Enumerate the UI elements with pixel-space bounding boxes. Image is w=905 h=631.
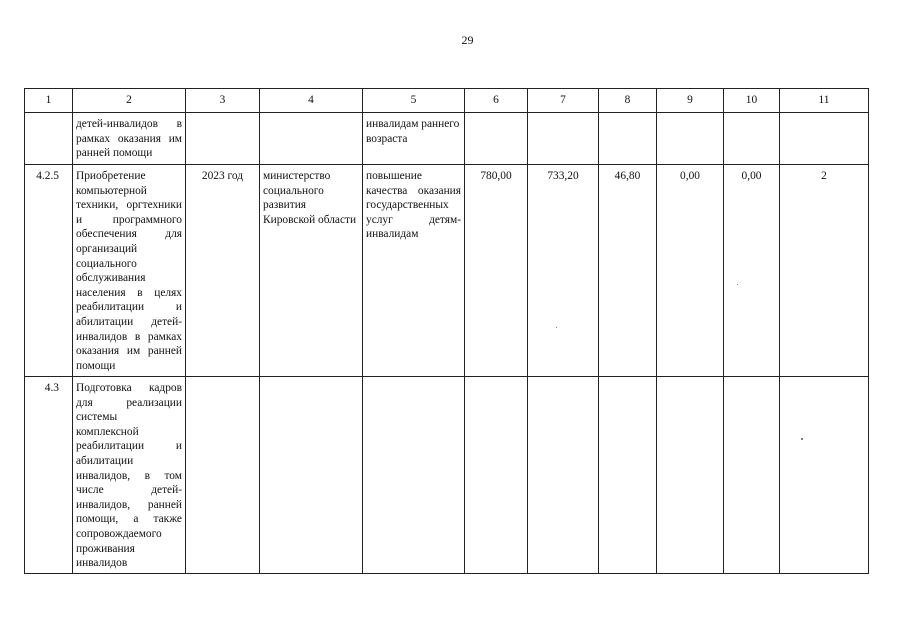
scan-speck [556, 327, 557, 328]
value-cell-10: 0,00 [724, 165, 780, 377]
table-row-continuation [25, 113, 869, 165]
value-cell-6: 780,00 [465, 165, 528, 377]
value-cell-9 [657, 113, 724, 165]
value-cell-6 [465, 113, 528, 165]
row-number-cell [25, 113, 73, 165]
table-row-4-3 [25, 377, 869, 574]
header-cell-9: 9 [657, 89, 724, 113]
event-name-cell: детей-инвалидов в рамках оказания им ранней помощи [73, 113, 186, 165]
value-cell-11 [780, 377, 869, 574]
row-number-cell: 4.3 [25, 377, 73, 574]
row-number-cell: 4.2.5 [25, 165, 73, 377]
table-row-4-2-5 [25, 165, 869, 377]
result-cell: повышение качества оказания государственных услуг детям-инвалидам [363, 165, 465, 377]
header-cell-8: 8 [599, 89, 657, 113]
value-cell-7 [528, 113, 599, 165]
page-number: 29 [461, 33, 474, 47]
value-cell-7: 733,20 [528, 165, 599, 377]
value-cell-7 [528, 377, 599, 574]
value-cell-9: 0,00 [657, 165, 724, 377]
scan-speck [737, 284, 738, 285]
scan-speck [801, 438, 803, 440]
header-cell-6: 6 [465, 89, 528, 113]
header-cell-11: 11 [780, 89, 869, 113]
result-cell [363, 377, 465, 574]
value-cell-8 [599, 377, 657, 574]
event-name-cell: Приобретение компьютерной техники, оргтехники и программного обеспечения для организаций социального обслуживания населения в целях реабилитации и абилитации детей-инвалидов в рамках оказания им ранней помощи [73, 165, 186, 377]
value-cell-9 [657, 377, 724, 574]
period-cell: 2023 год [186, 165, 260, 377]
header-cell-10: 10 [724, 89, 780, 113]
executor-cell [260, 113, 363, 165]
value-cell-10 [724, 377, 780, 574]
executor-cell [260, 377, 363, 574]
table-header-row [25, 89, 869, 113]
period-cell [186, 113, 260, 165]
program-table [24, 88, 869, 574]
header-cell-4: 4 [260, 89, 363, 113]
header-cell-2: 2 [73, 89, 186, 113]
event-name-cell: Подготовка кадров для реализации системы комплексной реабилитации и абилитации инвалидов, в том числе детей-инвалидов, ранней помощи, а также сопровождаемого проживания инвалидов [73, 377, 186, 574]
value-cell-8 [599, 113, 657, 165]
executor-cell: министерство социального развития Кировской области [260, 165, 363, 377]
period-cell [186, 377, 260, 574]
header-cell-3: 3 [186, 89, 260, 113]
value-cell-10 [724, 113, 780, 165]
value-cell-6 [465, 377, 528, 574]
value-cell-11 [780, 113, 869, 165]
header-cell-7: 7 [528, 89, 599, 113]
result-cell: инвалидам раннего возраста [363, 113, 465, 165]
value-cell-11: 2 [780, 165, 869, 377]
value-cell-8: 46,80 [599, 165, 657, 377]
header-cell-5: 5 [363, 89, 465, 113]
header-cell-1: 1 [25, 89, 73, 113]
